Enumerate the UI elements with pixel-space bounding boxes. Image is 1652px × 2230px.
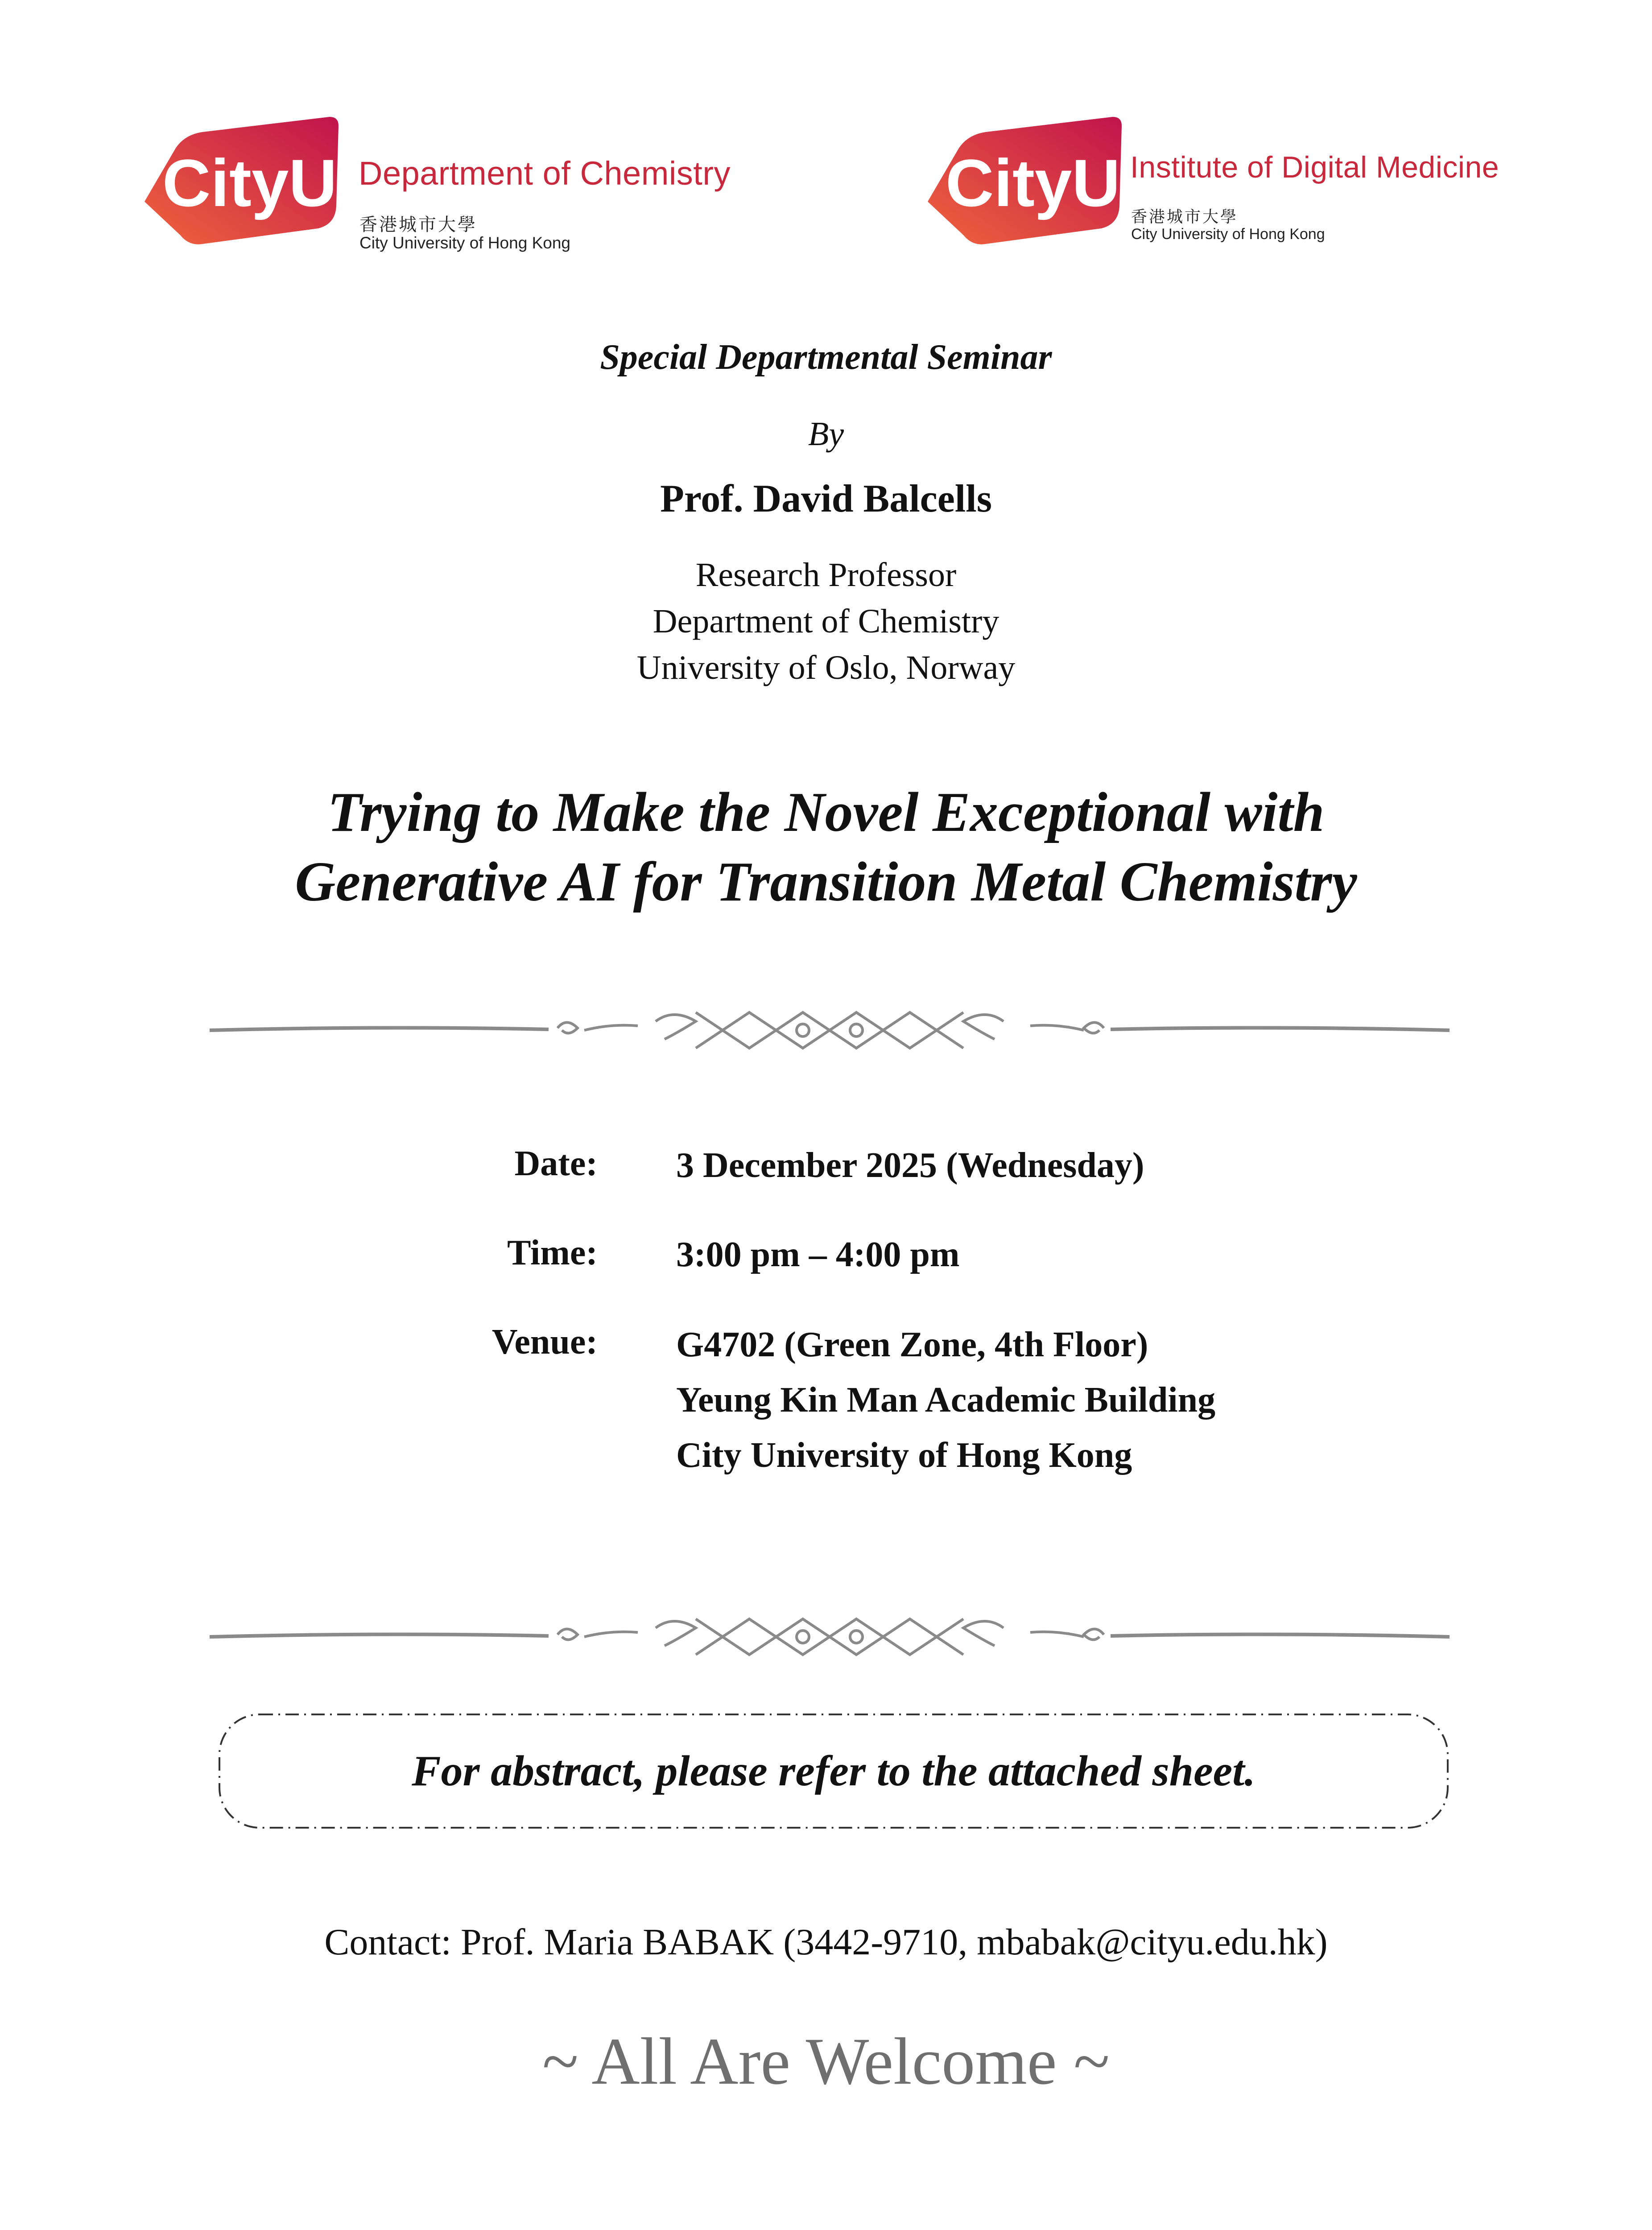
abstract-note: For abstract, please refer to the attached sheet.: [412, 1747, 1256, 1795]
welcome-message: ~ All Are Welcome ~: [542, 2024, 1110, 2098]
ornamental-divider-bottom: [210, 1610, 1450, 1659]
contact-info: Contact: Prof. Maria BABAK (3442-9710, mbabak@cityu.edu.hk): [324, 1921, 1328, 1963]
scroll-ornament-icon: [210, 1012, 1450, 1048]
logo-chinese-name: 香港城市大學: [359, 215, 477, 235]
abstract-note-box: [218, 1713, 1450, 1829]
logo-department-of-chemistry: [127, 117, 796, 260]
talk-title-line-2: Generative AI for Transition Metal Chemistry: [295, 851, 1357, 913]
date-label: Date:: [514, 1144, 598, 1183]
speaker-university: University of Oslo, Norway: [636, 649, 1016, 686]
venue-label: Venue:: [491, 1322, 598, 1362]
speaker-position: Research Professor: [695, 556, 957, 594]
ornamental-divider-top: [210, 1004, 1450, 1053]
svg-text:CityU: CityU: [162, 145, 337, 220]
venue-building: Yeung Kin Man Academic Building: [676, 1380, 1216, 1420]
speaker-name: Prof. David Balcells: [660, 477, 992, 520]
by-label: By: [808, 415, 844, 453]
seminar-type: Special Departmental Seminar: [600, 338, 1052, 377]
logo-english-name: City University of Hong Kong: [359, 234, 570, 252]
svg-text:CityU: CityU: [946, 145, 1120, 220]
logo-institute-of-digital-medicine: [910, 117, 1579, 260]
logo-unit-name: Institute of Digital Medicine: [1130, 150, 1499, 184]
time-label: Time:: [507, 1233, 598, 1272]
venue-university: City University of Hong Kong: [676, 1436, 1132, 1475]
cityu-logo-icon: [910, 117, 1133, 251]
time-value: 3:00 pm – 4:00 pm: [676, 1235, 960, 1274]
date-value: 3 December 2025 (Wednesday): [676, 1146, 1144, 1185]
logo-english-name: City University of Hong Kong: [1131, 226, 1325, 243]
venue-room: G4702 (Green Zone, 4th Floor): [676, 1325, 1148, 1364]
logo-chinese-name: 香港城市大學: [1131, 208, 1239, 226]
cityu-logo-icon: [127, 117, 350, 251]
scroll-ornament-icon: [210, 1619, 1450, 1655]
logo-unit-name: Department of Chemistry: [359, 155, 731, 192]
speaker-department: Department of Chemistry: [653, 603, 999, 640]
talk-title-line-1: Trying to Make the Novel Exceptional with: [327, 781, 1325, 843]
